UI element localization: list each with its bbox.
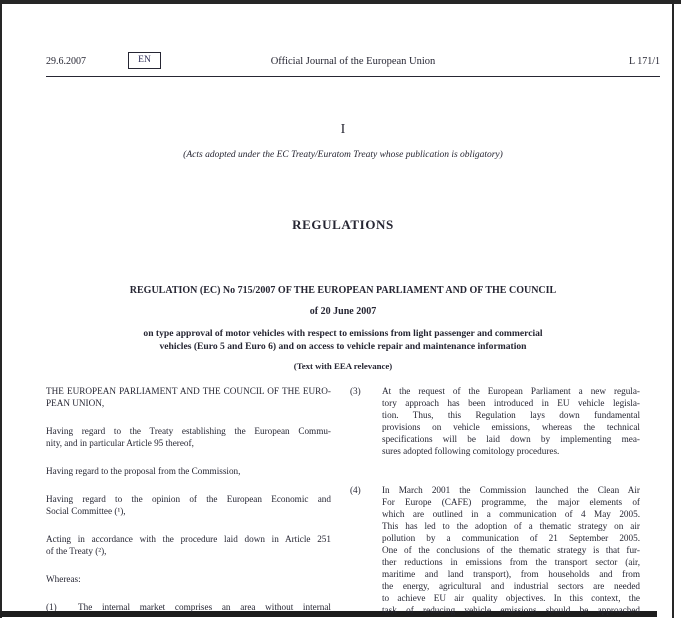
text-line: Having regard to the Treaty establishing the European Commu- <box>46 426 331 436</box>
text-line: Social Committee (¹), <box>46 506 126 516</box>
journal-header <box>46 52 660 77</box>
text-line: Whereas: <box>46 574 81 584</box>
text-line: This has led to the adoption of a thematic strategy on air <box>382 521 640 531</box>
text-line: which are outlined in a communication of 4 May 2005. <box>382 509 640 519</box>
paragraph-body <box>46 573 331 585</box>
paragraph-body <box>382 385 640 457</box>
text-line: task of reducing vehicle emissions should be approached <box>382 605 640 615</box>
act-subject-line-2: vehicles (Euro 5 and Euro 6) and on access to vehicle repair and maintenance information <box>159 341 527 352</box>
body-column-right <box>350 385 640 616</box>
text-line: maritime and land transport), from households and from <box>382 569 640 579</box>
section-heading: REGULATIONS <box>292 217 394 232</box>
page-frame-right <box>672 0 674 618</box>
text-line: the energy, agricultural and industrial sectors are needed <box>382 581 640 591</box>
numbered-paragraph <box>350 484 640 616</box>
paragraph-body <box>46 533 331 557</box>
act-relevance-note: (Text with EEA relevance) <box>293 361 393 371</box>
act-subject-line-1: on type approval of motor vehicles with respect to emissions from light passenger and commercial <box>143 328 543 339</box>
paragraph-body <box>382 484 640 616</box>
paragraph-body <box>78 601 331 613</box>
text-line: tion. Thus, this Regulation lays down fundamental <box>382 410 640 420</box>
text-line: pollution by a communication of 21 September 2005. <box>382 533 640 543</box>
text-line: nity, and in particular Article 95 thereof, <box>46 438 194 448</box>
paragraph-body <box>46 465 331 477</box>
act-title: REGULATION (EC) No 715/2007 OF THE EUROPEAN PARLIAMENT AND OF THE COUNCIL <box>129 285 557 296</box>
text-line: ther reductions in emissions from the transport sector (air, <box>382 557 640 567</box>
section-note: (Acts adopted under the EC Treaty/Euratom Treaty whose publication is obligatory) <box>183 150 503 160</box>
page-frame-top <box>0 0 681 4</box>
paragraph <box>46 425 331 449</box>
publication-date: 29.6.2007 <box>46 56 86 67</box>
text-line: to achieve EU air quality objectives. In this context, the <box>382 593 640 603</box>
text-line: For Europe (CAFE) programme, the major elements of <box>382 497 640 507</box>
text-line: THE EUROPEAN PARLIAMENT AND THE COUNCIL OF THE EURO- <box>46 386 331 396</box>
text-line: specifications will be laid down by implementing mea- <box>382 434 640 444</box>
numbered-paragraph <box>350 385 640 457</box>
text-line: Having regard to the proposal from the Commission, <box>46 466 241 476</box>
paragraph <box>46 465 331 477</box>
text-line: of the Treaty (²), <box>46 546 107 556</box>
page-frame-left <box>0 0 2 618</box>
text-line: provisions on vehicle emissions, whereas the technical <box>382 422 640 432</box>
act-subject <box>46 327 640 353</box>
paragraph <box>46 573 331 585</box>
text-line: PEAN UNION, <box>46 398 105 408</box>
paragraph <box>46 385 331 409</box>
paragraph-body <box>46 385 331 409</box>
paragraph <box>46 493 331 517</box>
journal-title: Official Journal of the European Union <box>270 56 436 67</box>
text-line: In March 2001 the Commission launched the Clean Air <box>382 485 640 495</box>
act-title-block <box>46 285 640 371</box>
section-numeral: I <box>340 122 346 137</box>
paragraph-number: (4) <box>350 485 361 495</box>
text-line: Acting in accordance with the procedure laid down in Article 251 <box>46 534 331 544</box>
text-line: At the request of the European Parliament a new regula- <box>382 386 640 396</box>
page-reference: L 171/1 <box>628 56 660 67</box>
body-column-left <box>46 385 331 613</box>
text-line: One of the conclusions of the thematic strategy is that fur- <box>382 545 640 555</box>
paragraph-number: (1) <box>46 602 57 612</box>
numbered-paragraph <box>46 601 331 613</box>
text-line: Having regard to the opinion of the European Economic and <box>46 494 331 504</box>
header-rule <box>46 76 660 77</box>
text-line: sures adopted following comitology procedures. <box>382 446 560 456</box>
journal-header-row <box>46 52 660 72</box>
paragraph-body <box>46 493 331 517</box>
act-date-line: of 20 June 2007 <box>309 306 377 317</box>
paragraph <box>46 533 331 557</box>
text-line: The internal market comprises an area without internal <box>78 602 331 612</box>
paragraph-number: (3) <box>350 386 361 396</box>
paragraph-body <box>46 425 331 449</box>
language-code-box: EN <box>128 52 161 69</box>
text-line: tory approach has been introduced in EU vehicle legisla- <box>382 398 640 408</box>
